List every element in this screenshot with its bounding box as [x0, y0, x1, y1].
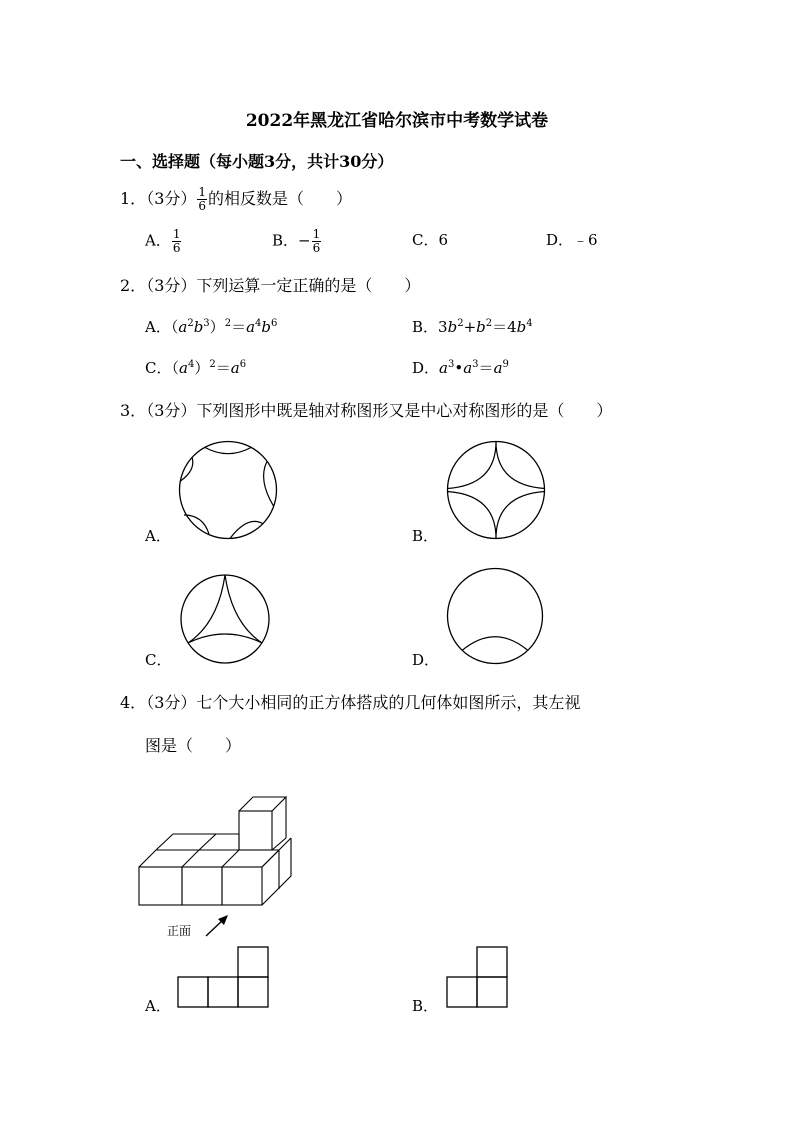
question-text: 七个大小相同的正方体搭成的几何体如图所示，其左视: [196, 693, 581, 712]
question-text: 下列图形中既是轴对称图形又是中心对称图形的是（ ）: [196, 401, 613, 420]
question-text: 的相反数是（ ）: [208, 189, 353, 208]
q2-option-c[interactable]: C．$(a^4)^2=a^6$: [145, 359, 247, 377]
question-4-continued: 图是（ ）: [145, 736, 242, 755]
option-value: 6: [438, 231, 449, 249]
exam-title: 2022年黑龙江省哈尔滨市中考数学试卷: [245, 111, 549, 131]
fraction: [197, 186, 207, 213]
q3-figure-c: [180, 573, 270, 665]
option-value: ﹣6: [573, 231, 598, 249]
question-number: 3．: [120, 401, 147, 420]
question-score: （3分）: [146, 276, 197, 295]
q3-option-c[interactable]: C．: [145, 651, 172, 669]
fraction: [172, 228, 182, 255]
question-2: [120, 273, 420, 296]
fraction-numerator: 1: [172, 227, 181, 241]
q1-option-c[interactable]: [412, 229, 448, 250]
question-number: 2．: [120, 276, 147, 295]
q4-option-b[interactable]: B．: [412, 997, 439, 1015]
q3-option-d[interactable]: D．: [412, 651, 440, 669]
front-view-label: 正面: [167, 924, 192, 938]
question-score: （3分）: [146, 401, 197, 420]
question-1: [120, 186, 352, 213]
fraction-denominator: 6: [198, 199, 207, 213]
option-label: C．: [145, 359, 172, 377]
option-label: D．: [546, 231, 574, 249]
q1-option-a[interactable]: [145, 228, 182, 255]
q3-option-a[interactable]: A．: [145, 527, 171, 545]
question-text: 下列运算一定正确的是（ ）: [196, 276, 421, 295]
question-score: （3分）: [146, 693, 197, 712]
option-label: D．: [412, 359, 440, 377]
question-number: 4．: [120, 693, 147, 712]
question-4: [120, 690, 580, 713]
fraction-numerator: 1: [198, 185, 207, 199]
q3-figure-d: [446, 567, 544, 665]
option-label: A．: [145, 318, 171, 336]
q2-option-b[interactable]: B．$3b^2+b^2=4b^4$: [412, 318, 533, 336]
q2-option-d[interactable]: D．$a^3•a^3=a^9$: [412, 359, 509, 377]
q4-figure-b: [446, 946, 508, 1008]
question-score: （3分）: [146, 189, 197, 208]
q3-figure-a: [178, 440, 278, 540]
fraction-numerator: 1: [312, 227, 321, 241]
fraction: [312, 228, 322, 255]
question-3: [120, 398, 612, 421]
front-direction-arrow-icon: [204, 914, 230, 938]
option-label: B．: [272, 231, 299, 250]
fraction-denominator: 6: [312, 241, 321, 255]
option-label: C．: [412, 231, 439, 249]
option-label: B．: [412, 318, 439, 336]
q4-figure-a: [177, 946, 269, 1008]
option-label: A．: [145, 231, 171, 250]
q1-option-d[interactable]: [546, 229, 598, 250]
q1-option-b[interactable]: [272, 228, 322, 255]
fraction-denominator: 6: [172, 241, 181, 255]
q2-option-a[interactable]: A．$(a^2b^3)^2=a^4b^6$: [145, 318, 278, 336]
q4-option-a[interactable]: A．: [145, 997, 171, 1015]
q3-figure-b: [446, 440, 546, 540]
q4-cube-structure: [136, 794, 296, 910]
section-heading: 一、选择题（每小题3分，共计30分）: [120, 152, 394, 171]
q3-option-b[interactable]: B．: [412, 527, 439, 545]
negative-sign: −: [298, 231, 311, 250]
question-number: 1．: [120, 189, 147, 208]
